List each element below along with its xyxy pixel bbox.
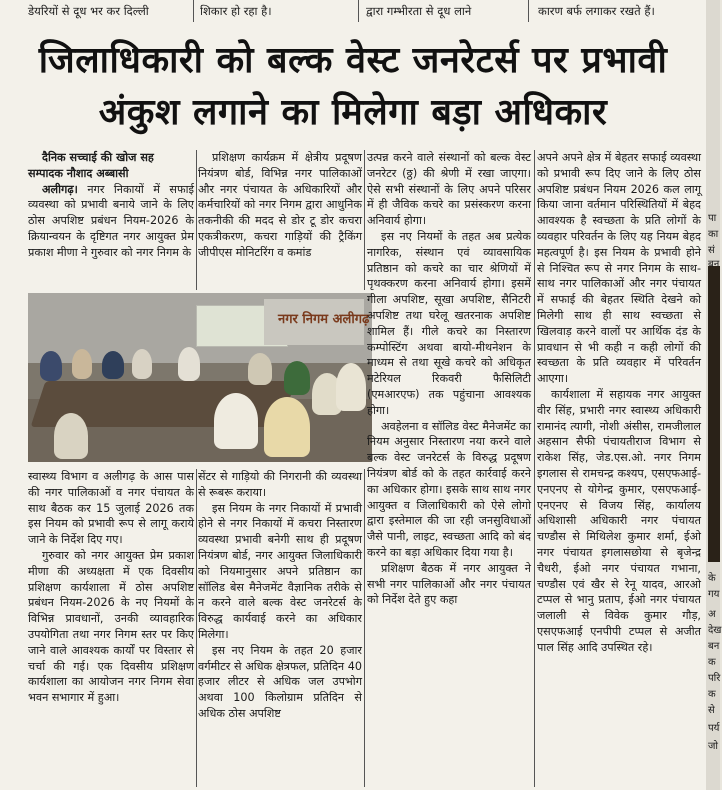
edge-text: बन: [708, 641, 720, 652]
article-col3: [367, 150, 531, 787]
edge-text: क: [708, 657, 716, 668]
column-rule: [193, 0, 194, 22]
edge-text: पा: [708, 213, 717, 224]
dateline: अलीगढ़।: [42, 182, 78, 196]
board-text: नगर निगम अलीगढ़: [278, 312, 370, 327]
column-rule: [196, 150, 197, 290]
paragraph: अवहेलना व सॉलिड वेस्ट मैनेजमेंट का नियम अनुसार निस्तारण नया करने वाले बल्क वेस्ट जनरेटर्स के विरुद्ध प्रदूषण नियंत्रण बोर्ड को के तहत कार्रवाई करने का अधिकार होगा। इसके साथ साथ नगर आयुक्त व जिलाधिकारी को ऐसे लोगो द्वारा इस्तेमाल की जा रही जनसुविधाओं जैसे पानी, लाइट, स्वच्छता आदि को बंद करने का बड़ा अधिकार दिया गया है।: [367, 419, 531, 559]
top-strip-col2: शिकार हो रहा है।: [200, 4, 272, 18]
article-col1-bottom: [28, 469, 194, 787]
edge-text: गय: [708, 589, 720, 600]
edge-text: अ: [708, 609, 716, 620]
paragraph: गुरुवार को नगर आयुक्त प्रेम प्रकाश मीणा की अध्यक्षता में एक दिवसीय प्रशिक्षण कार्यशाला में ठोस अपशिष्ट प्रबंधन नियम-2026 के नए नियमों के विभिन्न प्रावधानों, उनकी व्यावहारिक उपयोगिता तथा नगर निगम स्तर पर किए जाने वाले आवश्यक कार्यों पर विस्तार से चर्चा की गई। एक दिवसीय प्रशिक्षण कार्यशाला का आयोजन नगर निगम सेवा भवन सभागार में हुआ।: [28, 548, 194, 705]
paragraph: इस नए नियम के तहत 20 हजार वर्गमीटर से अधिक क्षेत्रफल, प्रतिदिन 40 हजार लीटर से अधिक जल उपभोग अथवा 100 किलोग्राम प्रतिदिन से अधिक ठोस अपशिष्ट: [198, 643, 362, 720]
edge-text: पर्य: [708, 723, 720, 734]
paragraph: प्रशिक्षण कार्यक्रम में क्षेत्रीय प्रदूषण नियंत्रण बोर्ड, विभिन्न नगर पालिकाओं और नगर पंचायत के अधिकारियों और कर्मचारियों को नगर निगम द्वारा आधुनिक तकनीकी की मदद से डोर टू डोर कचरा एकत्रीकरण, कचरा गाड़ियों की ट्रैकिंग जीपीएस मोनिटरिंग व कमांड: [198, 151, 362, 259]
headline-line-1: जिलाधिकारी को बल्क वेस्ट जनरेटर्स पर प्रभावी: [38, 40, 668, 81]
headline-line-2: अंकुश लगाने का मिलेगा बड़ा अधिकार: [98, 92, 608, 133]
article-col2-bottom: [198, 469, 362, 787]
article-col2-top: [198, 150, 362, 288]
paragraph: अपने अपने क्षेत्र में बेहतर सफाई व्यवस्था को प्रभावी रूप दिए जाने के लिए ठोस अपशिष्ट प्रबंधन नियम 2026 कल लागू किया जाना वर्तमान परिस्थितियों में बेहद आवश्यक है स्वच्छता के प्रति लोगों के व्यवहार परिवर्तन के लिए यह नियम बेहद महत्वपूर्ण है। इस नियम के प्रभावी होने से निश्चित रूप से नगर निगम के साथ-साथ नगर पालिकाओं और नगर पंचायत में सफाई की बेहतर स्थिति देखने को मिलेगी साथ ही साथ स्वच्छता से खिलवाड़ करने वालों पर आर्थिक दंड के प्रावधान से भी कही न कही लोगों की स्वच्छता के प्रति व्यवहार में परिवर्तन आएगा।: [537, 151, 701, 386]
paragraph: प्रशिक्षण बैठक में नगर आयुक्त ने सभी नगर पालिकाओं और नगर पंचायत को निर्देश देते हुए कहा: [367, 561, 531, 607]
column-rule: [364, 469, 365, 787]
edge-text: से: [708, 705, 715, 716]
column-rule: [358, 0, 359, 22]
column-rule: [534, 150, 535, 787]
column-rule: [528, 0, 529, 22]
paragraph: इस नियम के नगर निकायों में प्रभावी होने से नगर निकायों में कचरा निस्तारण व्यवस्था प्रभावी बनेगी साथ ही प्रदूषण नियंत्रण बोर्ड, नगर आयुक्त जिलाधिकारी को नियमानुसार अपने प्रतिष्ठान का सॉलिड बेस मैनेजमेंट वैज्ञानिक तरीके से न करने वाले बल्क वेस्ट जनरेटर्स के विरुद्ध कार्यवाई करने का अधिकार मिलेगा।: [198, 501, 362, 641]
byline: दैनिक सच्चाई की खोज सह सम्पादक नौशाद अब्बासी: [28, 151, 154, 180]
column-rule: [364, 150, 365, 290]
paragraph: सेंटर से गाड़ियो की निगरानी की व्यवस्था से रूबरू कराया।: [198, 470, 362, 499]
paragraph: स्वास्थ्य विभाग व अलीगढ़ के आस पास की नगर पालिकाओं व नगर पंचायत के साथ बैठक कर 15 जुलाई 2026 तक इस नियम को प्रभावी रूप से लागू कराये जाने के निर्देश दिए गए।: [28, 470, 194, 547]
column-rule: [196, 469, 197, 787]
adjacent-photo-edge: [708, 266, 720, 562]
lead-paragraph: अलीगढ़। नगर निकायों में सफाई व्यवस्था को प्रभावी बनाये जाने के लिए ठोस अपशिष्ट प्रबंधन नियम-2026 के क्रियान्वयन के दृष्टिगत नगर आयुक्त प्रेम प्रकाश मीणा ने गुरुवार को नगर निगम के: [28, 182, 194, 259]
article-col1-top: [28, 150, 194, 288]
edge-text: के: [708, 573, 716, 584]
article-col4: [537, 150, 701, 787]
top-strip-col3: द्वारा गम्भीरता से दूध लाने: [366, 4, 472, 18]
edge-text: जो: [708, 741, 719, 752]
meeting-photo: [28, 293, 372, 462]
edge-text: सं: [708, 245, 715, 256]
top-strip-col4: कारण बर्फ लगाकर रखते हैं।: [538, 4, 655, 18]
paragraph: कार्यशाला में सहायक नगर आयुक्त वीर सिंह, प्रभारी नगर स्वास्थ्य अधिकारी रामानंद त्यागी, नोशी अंसीस, रामजीलाल अहसान सैफी पंचायतीराज विभाग से राकेश सिंह, जेड.एस.ओ. नगर निगम इगलास से रामचन्द्र कश्यप, एसएफआई-एनएनए से योगेन्द्र कुमार, एसएफआई-एनएनए से विजय सिंह, कार्यालय अधिशासी अधिकारी नगर पंचायत चण्डौस से मिथिलेश कुमार शर्मा, ईओ नगर पंचायत इगलासछोया से बृजेन्द्र चैधरी, ईओ नगर पंचायत गभाना, चण्डौस एवं खैर से रेनू यादव, आरओ टप्पल से भानु प्रताप, ईओ नगर पंचायत जलाली से विवेक कुमार गौड़, एसएफआई एनपीपी टप्पल से अजीत पाल सिंह आदि उपस्थित रहे।: [537, 387, 701, 654]
paragraph: इस नए नियमों के तहत अब प्रत्येक नागरिक, संस्थान एवं व्यावसायिक प्रतिष्ठान को कचरे का चार श्रेणियों में पृथक्करण करना अनिवार्य होगा। इसमें गीला अपशिष्ट, सूखा अपशिष्ट, सैनिटरी अपशिष्ट तथा घरेलू खतरनाक अपशिष्ट शामिल हैं। गीले कचरे का निस्तारण कम्पोस्टिंग अथवा बायो-मीथनेशन के माध्यम से तथा सूखे कचरे को अधिकृत मटेरियल रिकवरी फैसिलिटी (एमआरएफ) तक पहुंचाना आवश्यक होगा।: [367, 229, 531, 417]
edge-text: क: [708, 689, 716, 700]
top-strip-col1: डेयरियों से दूध भर कर दिल्ली: [28, 4, 149, 18]
edge-text: बन: [708, 259, 720, 270]
paragraph: उत्पन्न करने वाले संस्थानों को बल्क वेस्ट जनरेटर (ठ्ठ) की श्रेणी में रखा जाएगा। ऐसे सभी संस्थानों के लिए अपने परिसर में ही जैविक कचरे का प्रसंस्करण करना अनिवार्य होगा।: [367, 151, 531, 228]
edge-text: परि: [708, 673, 721, 684]
edge-text: का: [708, 229, 719, 240]
edge-text: देख: [708, 625, 722, 636]
